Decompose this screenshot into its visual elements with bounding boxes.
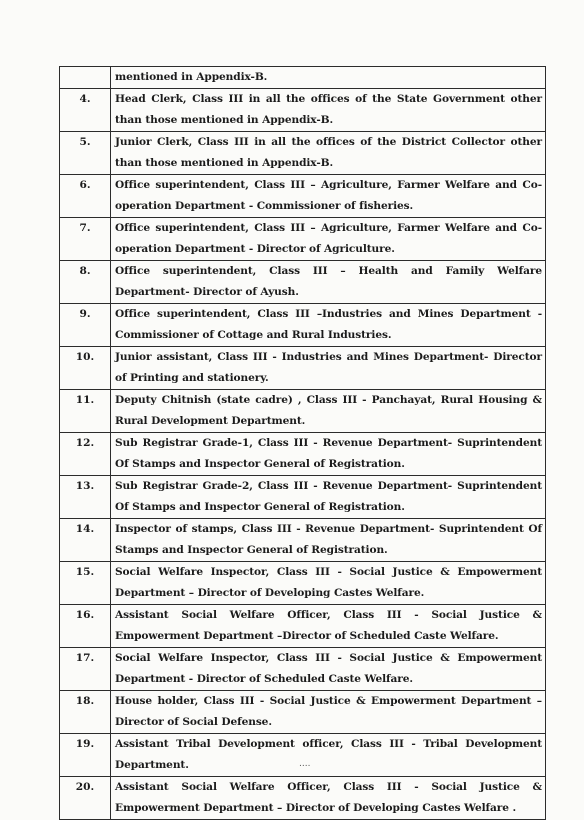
row-number: 6. — [60, 175, 111, 218]
row-number: 13. — [60, 476, 111, 519]
table-row — [60, 67, 546, 89]
page-footer-mark: .... — [299, 759, 311, 769]
row-number: 12. — [60, 433, 111, 476]
row-description: Assistant Social Welfare Officer, Class III - Social Justice & Empowerment Department – Director of Developing Castes Welfare . — [111, 777, 546, 820]
table-row — [60, 218, 546, 261]
table-row — [60, 691, 546, 734]
table-row — [60, 433, 546, 476]
table-row — [60, 605, 546, 648]
row-description: Office superintendent, Class III – Agriculture, Farmer Welfare and Co-operation Department - Commissioner of fisheries. — [111, 175, 546, 218]
row-number: 5. — [60, 132, 111, 175]
row-description: Office superintendent, Class III – Agriculture, Farmer Welfare and Co-operation Department - Director of Agriculture. — [111, 218, 546, 261]
table-row — [60, 89, 546, 132]
row-description: Junior Clerk, Class III in all the offices of the District Collector other than those mentioned in Appendix-B. — [111, 132, 546, 175]
table-row — [60, 304, 546, 347]
table-row — [60, 519, 546, 562]
row-number: 4. — [60, 89, 111, 132]
row-description: mentioned in Appendix-B. — [111, 67, 546, 89]
row-description: Assistant Social Welfare Officer, Class III - Social Justice & Empowerment Department –Director of Scheduled Caste Welfare. — [111, 605, 546, 648]
row-description: Junior assistant, Class III - Industries and Mines Department- Director of Printing and stationery. — [111, 347, 546, 390]
row-description: Office superintendent, Class III – Health and Family Welfare Department- Director of Ayush. — [111, 261, 546, 304]
row-number: 18. — [60, 691, 111, 734]
table-body — [60, 67, 546, 820]
row-number — [60, 67, 111, 89]
row-number: 11. — [60, 390, 111, 433]
table-row — [60, 347, 546, 390]
row-description: Office superintendent, Class III –Industries and Mines Department - Commissioner of Cottage and Rural Industries. — [111, 304, 546, 347]
row-number: 15. — [60, 562, 111, 605]
table-row — [60, 261, 546, 304]
table-row — [60, 390, 546, 433]
row-description: Deputy Chitnish (state cadre) , Class III - Panchayat, Rural Housing & Rural Development Department. — [111, 390, 546, 433]
row-number: 10. — [60, 347, 111, 390]
row-description: Social Welfare Inspector, Class III - Social Justice & Empowerment Department - Director of Scheduled Caste Welfare. — [111, 648, 546, 691]
row-number: 9. — [60, 304, 111, 347]
row-description: Assistant Tribal Development officer, Class III - Tribal Development Department. — [111, 734, 546, 777]
row-number: 17. — [60, 648, 111, 691]
table-row — [60, 132, 546, 175]
row-number: 7. — [60, 218, 111, 261]
table-row — [60, 175, 546, 218]
row-description: Social Welfare Inspector, Class III - Social Justice & Empowerment Department – Director of Developing Castes Welfare. — [111, 562, 546, 605]
table-row — [60, 562, 546, 605]
row-description: Inspector of stamps, Class III - Revenue Department- Suprintendent Of Stamps and Inspector General of Registration. — [111, 519, 546, 562]
appendix-table — [59, 66, 546, 820]
row-description: Sub Registrar Grade-2, Class III - Revenue Department- Suprintendent Of Stamps and Inspector General of Registration. — [111, 476, 546, 519]
row-description: Sub Registrar Grade-1, Class III - Revenue Department- Suprintendent Of Stamps and Inspector General of Registration. — [111, 433, 546, 476]
row-description: House holder, Class III - Social Justice & Empowerment Department – Director of Social Defense. — [111, 691, 546, 734]
table-row — [60, 734, 546, 777]
row-number: 19. — [60, 734, 111, 777]
row-number: 14. — [60, 519, 111, 562]
table-row — [60, 648, 546, 691]
row-number: 20. — [60, 777, 111, 820]
row-description: Head Clerk, Class III in all the offices of the State Government other than those mentioned in Appendix-B. — [111, 89, 546, 132]
row-number: 16. — [60, 605, 111, 648]
table-row — [60, 476, 546, 519]
table-row — [60, 777, 546, 820]
row-number: 8. — [60, 261, 111, 304]
